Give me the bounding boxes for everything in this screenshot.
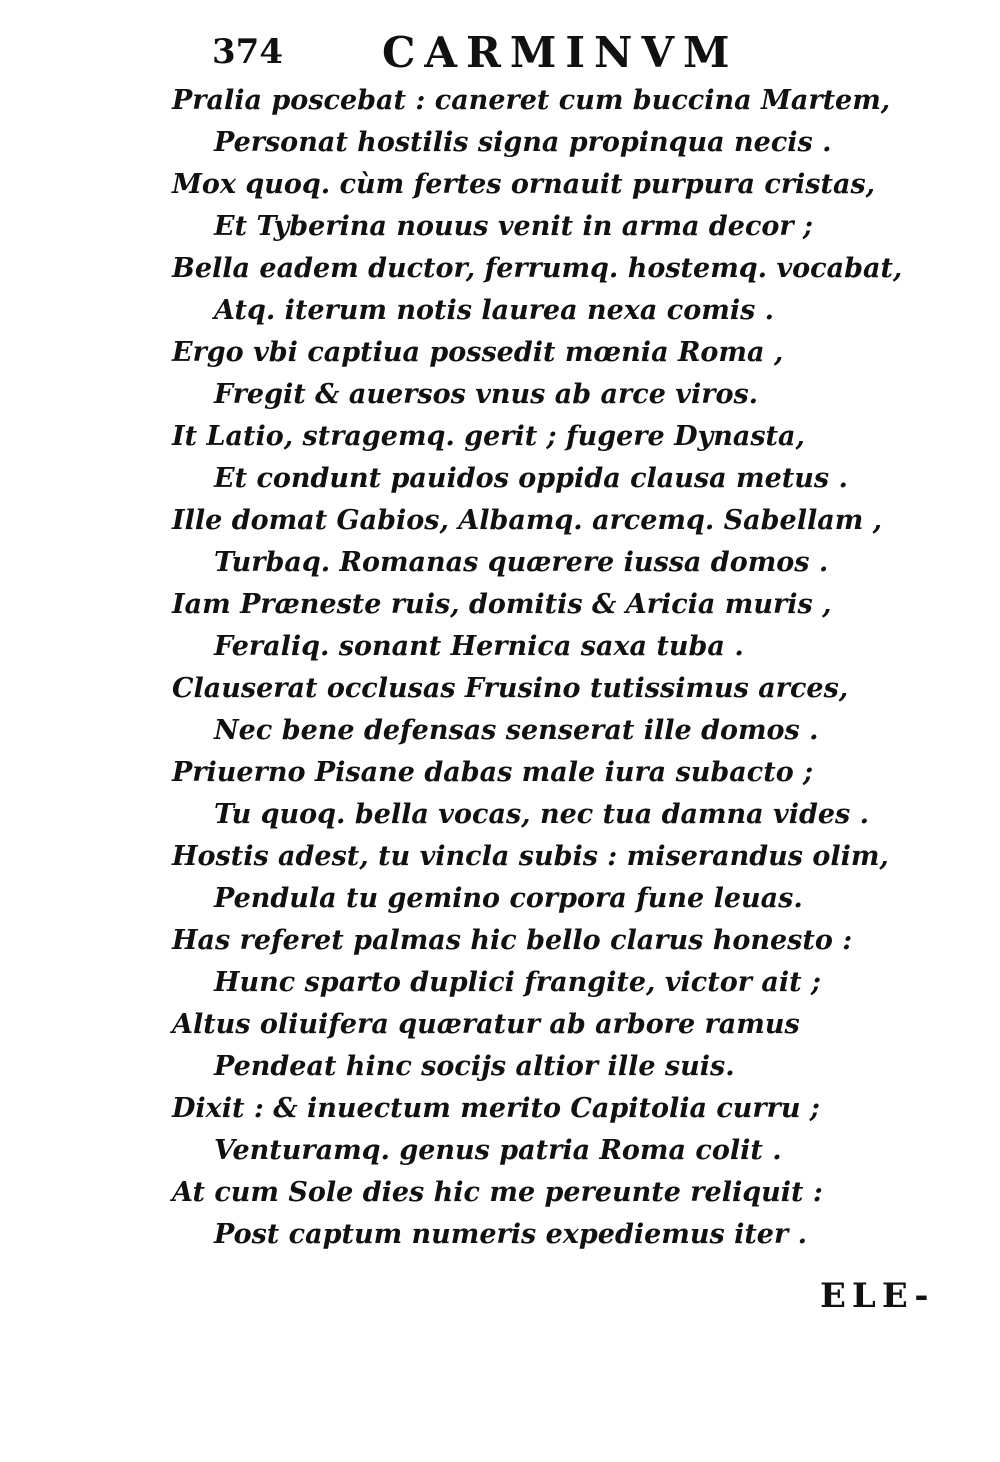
verse-line: Et condunt pauidos oppida clausa metus . <box>214 463 848 494</box>
verse-line: Priuerno Pisane dabas male iura subacto ; <box>172 757 814 788</box>
verse-line: Bella eadem ductor, ferrumq. hostemq. vocabat, <box>172 253 903 284</box>
verse-line: Hostis adest, tu vincla subis : miserandus olim, <box>172 841 889 872</box>
catchword: ELE- <box>820 1276 935 1316</box>
running-title: CARMINVM <box>382 28 739 77</box>
verse-line: Ergo vbi captiua possedit mœnia Roma , <box>172 337 784 368</box>
verse-line: Pendula tu gemino corpora fune leuas. <box>214 883 803 914</box>
verse-line: Venturamq. genus patria Roma colit . <box>214 1135 782 1166</box>
verse-line: Post captum numeris expediemus iter . <box>214 1219 808 1250</box>
verse-line: Clauserat occlusas Frusino tutissimus arces, <box>172 673 849 704</box>
verse-line: Pendeat hinc socijs altior ille suis. <box>214 1051 735 1082</box>
poem-text <box>0 80 1000 1256</box>
verse-line: It Latio, stragemq. gerit ; fugere Dynasta, <box>172 421 805 452</box>
verse-line: Nec bene defensas senserat ille domos . <box>214 715 819 746</box>
page-number: 374 <box>212 32 283 72</box>
page-header <box>212 28 832 78</box>
verse-line: Personat hostilis signa propinqua necis . <box>214 127 832 158</box>
verse-line: Fregit & auersos vnus ab arce viros. <box>214 379 759 410</box>
verse-line: Hunc sparto duplici frangite, victor ait ; <box>214 967 821 998</box>
verse-line: Atq. iterum notis laurea nexa comis . <box>214 295 775 326</box>
verse-line: Dixit : & inuectum merito Capitolia curru ; <box>172 1093 820 1124</box>
verse-line: Has referet palmas hic bello clarus honesto : <box>172 925 853 956</box>
verse-line: Turbaq. Romanas quærere iussa domos . <box>214 547 829 578</box>
verse-line: Iam Præneste ruis, domitis & Aricia muris , <box>172 589 832 620</box>
verse-line: Et Tyberina nouus venit in arma decor ; <box>214 211 814 242</box>
verse-line: At cum Sole dies hic me pereunte reliquit : <box>172 1177 823 1208</box>
verse-line: Tu quoq. bella vocas, nec tua damna vides . <box>214 799 870 830</box>
verse-line: Ille domat Gabios, Albamq. arcemq. Sabellam , <box>172 505 883 536</box>
verse-line: Pralia poscebat : caneret cum buccina Martem, <box>172 85 891 116</box>
verse-line: Altus oliuifera quæratur ab arbore ramus <box>172 1009 800 1040</box>
verse-line: Feraliq. sonant Hernica saxa tuba . <box>214 631 744 662</box>
verse-line: Mox quoq. cùm fertes ornauit purpura cristas, <box>172 169 876 200</box>
